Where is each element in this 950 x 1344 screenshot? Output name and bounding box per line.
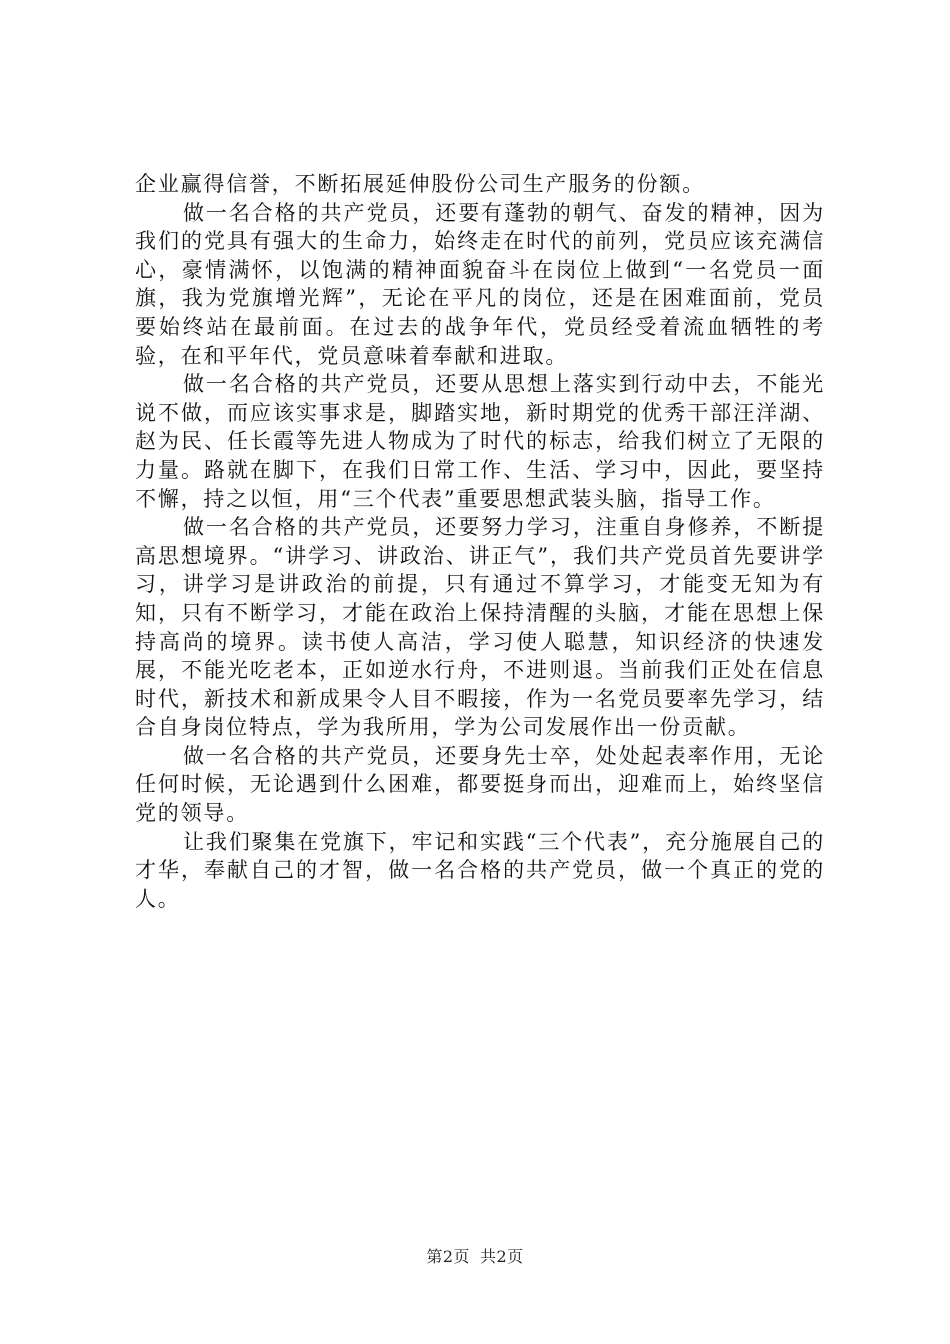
paragraph-conclusion: 让我们聚集在党旗下，牢记和实践“三个代表”，充分施展自己的才华，奉献自己的才智，做一名合格的共产党员，做一个真正的党的人。 <box>135 829 825 911</box>
document-body <box>135 170 825 913</box>
paragraph-continuation: 企业赢得信誉，不断拓展延伸股份公司生产服务的份额。 <box>135 172 705 196</box>
page-footer <box>0 1244 950 1267</box>
paragraph-enthusiasm: 做一名合格的共产党员，还要有蓬勃的朝气、奋发的精神，因为我们的党具有强大的生命力，始终走在时代的前列，党员应该充满信心，豪情满怀，以饱满的精神面貌奋斗在岗位上做到“一名党员一面旗，我为党旗增光辉”，无论在平凡的岗位，还是在困难面前，党员要始终站在最前面。在过去的战争年代，党员经受着流血牺牲的考验，在和平年代，党员意味着奉献和进取。 <box>135 200 825 368</box>
paragraph-action: 做一名合格的共产党员，还要从思想上落实到行动中去，不能光说不做，而应该实事求是，脚踏实地，新时期党的优秀干部汪洋湖、赵为民、任长霞等先进人物成为了时代的标志，给我们树立了无限的力量。路就在脚下，在我们日常工作、生活、学习中，因此，要坚持不懈，持之以恒，用“三个代表”重要思想武装头脑，指导工作。 <box>135 372 825 511</box>
paragraph-exemplary: 做一名合格的共产党员，还要身先士卒，处处起表率作用，无论任何时候，无论遇到什么困难，都要挺身而出，迎难而上，始终坚信党的领导。 <box>135 743 825 826</box>
page-number: 第2页 <box>426 1247 470 1266</box>
page-total: 共2页 <box>480 1247 524 1266</box>
paragraph-study: 做一名合格的共产党员，还要努力学习，注重自身修养，不断提高思想境界。“讲学习、讲政治、讲正气”，我们共产党员首先要讲学习，讲学习是讲政治的前提，只有通过不算学习，才能变无知为有知，只有不断学习，才能在政治上保持清醒的头脑，才能在思想上保持高尚的境界。读书使人高洁，学习使人聪慧，知识经济的快速发展，不能光吃老本，正如逆水行舟，不进则退。当前我们正处在信息时代，新技术和新成果令人目不暇接，作为一名党员要率先学习，结合自身岗位特点，学为我所用，学为公司发展作出一份贡献。 <box>135 515 825 740</box>
